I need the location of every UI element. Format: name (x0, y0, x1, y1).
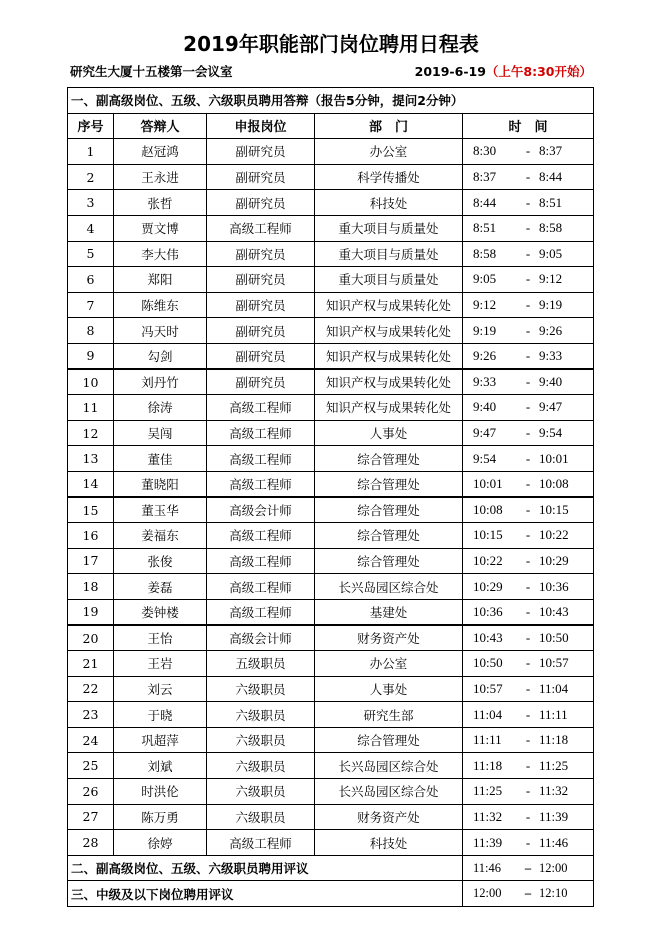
row-time (463, 830, 594, 856)
row-time (463, 369, 594, 395)
row-dept: 办公室 (315, 139, 463, 165)
table-row (68, 139, 594, 165)
row-time-dash: - (525, 552, 531, 568)
row-time-dash: - (525, 245, 531, 261)
row-name: 陈维东 (114, 292, 207, 318)
row-no: 2 (68, 164, 114, 190)
row-time-end: 11:11 (539, 706, 568, 722)
row-no: 20 (68, 625, 114, 651)
row-dept: 长兴岛园区综合处 (315, 779, 463, 805)
row-position: 副研究员 (207, 164, 315, 190)
row-dept: 长兴岛园区综合处 (315, 753, 463, 779)
row-time (463, 676, 594, 702)
row-time-dash: - (525, 399, 531, 415)
row-name: 贾文博 (114, 215, 207, 241)
row-name: 李大伟 (114, 241, 207, 267)
row-time-dash: - (525, 297, 531, 313)
table-row (68, 830, 594, 856)
row-time-start: 10:50 (473, 655, 503, 671)
row-time (463, 599, 594, 625)
row-time-start: 8:51 (473, 220, 497, 236)
row-time-end: 11:32 (539, 783, 569, 799)
row-time-dash: - (525, 578, 531, 594)
row-name: 张俊 (114, 548, 207, 574)
row-time-end: 11:25 (539, 757, 569, 773)
row-name: 董玉华 (114, 497, 207, 523)
row-time (463, 446, 594, 472)
row-time-dash: - (525, 220, 531, 236)
row-time (463, 420, 594, 446)
table-row (68, 420, 594, 446)
row-dept: 综合管理处 (315, 471, 463, 497)
row-dept: 研究生部 (315, 702, 463, 728)
table-row (68, 292, 594, 318)
row-position: 高级工程师 (207, 548, 315, 574)
schedule-table (67, 87, 594, 907)
row-time-start: 9:12 (473, 297, 497, 313)
row-position: 六级职员 (207, 727, 315, 753)
row-position: 副研究员 (207, 139, 315, 165)
row-time-start: 9:47 (473, 425, 497, 441)
row-time-end: 11:46 (539, 834, 569, 850)
row-time-dash: - (525, 808, 531, 824)
row-no: 16 (68, 523, 114, 549)
row-time-end: 9:40 (539, 374, 563, 390)
row-time-start: 10:57 (473, 680, 503, 696)
section-3-dash: – (524, 886, 532, 901)
row-time-end: 10:15 (539, 502, 569, 518)
row-no: 10 (68, 369, 114, 395)
row-time (463, 753, 594, 779)
page-title: 2019年职能部门岗位聘用日程表 (183, 32, 479, 56)
table-row (68, 779, 594, 805)
row-name: 刘丹竹 (114, 369, 207, 395)
row-dept: 办公室 (315, 651, 463, 677)
table-row (68, 343, 594, 369)
date-value: 2019-6-19 (414, 64, 486, 79)
row-dept: 科技处 (315, 830, 463, 856)
row-no: 27 (68, 804, 114, 830)
row-name: 刘云 (114, 676, 207, 702)
row-no: 19 (68, 599, 114, 625)
row-position: 六级职员 (207, 753, 315, 779)
row-time-dash: - (525, 271, 531, 287)
row-time-dash: - (525, 630, 531, 646)
row-time-dash: - (525, 450, 531, 466)
table-row (68, 164, 594, 190)
row-time-dash: - (525, 834, 531, 850)
row-time-end: 10:36 (539, 578, 569, 594)
row-time-end: 10:08 (539, 475, 569, 491)
table-row (68, 599, 594, 625)
table-row (68, 395, 594, 421)
row-time-start: 9:40 (473, 399, 497, 415)
row-no: 11 (68, 395, 114, 421)
row-name: 徐涛 (114, 395, 207, 421)
row-time (463, 702, 594, 728)
date-line (415, 62, 592, 82)
row-time (463, 395, 594, 421)
row-dept: 综合管理处 (315, 446, 463, 472)
row-time-end: 9:47 (539, 399, 563, 415)
table-row (68, 804, 594, 830)
row-dept: 长兴岛园区综合处 (315, 574, 463, 600)
row-time-start: 10:29 (473, 578, 503, 594)
row-time (463, 215, 594, 241)
row-time (463, 804, 594, 830)
row-no: 17 (68, 548, 114, 574)
row-time-dash: - (525, 475, 531, 491)
row-time-start: 10:43 (473, 630, 503, 646)
row-time-end: 10:43 (539, 603, 569, 619)
row-position: 高级工程师 (207, 574, 315, 600)
row-name: 王怡 (114, 625, 207, 651)
row-time (463, 318, 594, 344)
row-no: 24 (68, 727, 114, 753)
section-3-end: 12:10 (539, 886, 568, 901)
row-time-end: 10:57 (539, 655, 569, 671)
row-position: 高级工程师 (207, 446, 315, 472)
row-name: 姜福东 (114, 523, 207, 549)
row-name: 王岩 (114, 651, 207, 677)
row-dept: 重大项目与质量处 (315, 215, 463, 241)
row-time (463, 139, 594, 165)
row-time-dash: - (525, 347, 531, 363)
row-time-end: 9:33 (539, 347, 563, 363)
table-row (68, 497, 594, 523)
row-time (463, 343, 594, 369)
row-time-end: 10:29 (539, 552, 569, 568)
row-time (463, 779, 594, 805)
row-time-end: 10:50 (539, 630, 569, 646)
row-no: 18 (68, 574, 114, 600)
row-position: 五级职员 (207, 651, 315, 677)
row-time-dash: - (525, 732, 531, 748)
row-time-end: 9:54 (539, 425, 563, 441)
row-time (463, 548, 594, 574)
row-dept: 财务资产处 (315, 804, 463, 830)
section-2-label: 二、副高级岗位、五级、六级职员聘用评议 (68, 855, 463, 881)
row-position: 副研究员 (207, 267, 315, 293)
section-3-label: 三、中级及以下岗位聘用评议 (68, 881, 463, 907)
table-row (68, 651, 594, 677)
row-time-start: 10:01 (473, 475, 503, 491)
row-dept: 人事处 (315, 420, 463, 446)
row-time-start: 10:08 (473, 502, 503, 518)
row-no: 23 (68, 702, 114, 728)
row-time-start: 8:44 (473, 194, 497, 210)
row-no: 15 (68, 497, 114, 523)
row-dept: 科学传播处 (315, 164, 463, 190)
row-position: 副研究员 (207, 190, 315, 216)
row-time-start: 10:15 (473, 527, 503, 543)
row-position: 高级工程师 (207, 830, 315, 856)
row-time-start: 11:32 (473, 808, 503, 824)
table-row (68, 523, 594, 549)
row-no: 4 (68, 215, 114, 241)
row-time-end: 11:39 (539, 808, 569, 824)
row-position: 六级职员 (207, 779, 315, 805)
section-2-time (463, 855, 594, 881)
section-2-start: 11:46 (473, 860, 502, 875)
section-3-time (463, 881, 594, 907)
header-position: 申报岗位 (207, 113, 315, 139)
row-dept: 综合管理处 (315, 523, 463, 549)
row-position: 高级工程师 (207, 471, 315, 497)
table-row (68, 471, 594, 497)
section-3-row (68, 881, 594, 907)
row-name: 姜磊 (114, 574, 207, 600)
row-time-dash: - (525, 757, 531, 773)
table-row (68, 215, 594, 241)
row-time-end: 8:37 (539, 143, 563, 159)
row-time (463, 523, 594, 549)
row-position: 副研究员 (207, 343, 315, 369)
section-2-dash: – (524, 860, 532, 875)
row-time (463, 625, 594, 651)
header-time: 时 间 (463, 113, 594, 139)
section-1-label: 一、副高级岗位、五级、六级职员聘用答辩（报告5分钟，提问2分钟） (68, 88, 594, 114)
row-time-start: 9:26 (473, 347, 497, 363)
row-name: 陈万勇 (114, 804, 207, 830)
row-position: 副研究员 (207, 292, 315, 318)
row-position: 高级工程师 (207, 215, 315, 241)
row-time (463, 574, 594, 600)
row-dept: 知识产权与成果转化处 (315, 369, 463, 395)
row-time (463, 190, 594, 216)
row-time-start: 8:37 (473, 169, 497, 185)
row-name: 于晓 (114, 702, 207, 728)
row-dept: 综合管理处 (315, 548, 463, 574)
row-time-dash: - (525, 706, 531, 722)
row-time-dash: - (525, 425, 531, 441)
row-time-end: 9:19 (539, 297, 563, 313)
row-no: 5 (68, 241, 114, 267)
row-position: 六级职员 (207, 676, 315, 702)
row-dept: 财务资产处 (315, 625, 463, 651)
row-name: 徐婷 (114, 830, 207, 856)
table-row (68, 446, 594, 472)
row-time-dash: - (525, 322, 531, 338)
row-name: 吴闯 (114, 420, 207, 446)
row-time (463, 241, 594, 267)
row-time-end: 11:04 (539, 680, 569, 696)
row-position: 高级工程师 (207, 420, 315, 446)
row-time-start: 10:22 (473, 552, 503, 568)
row-time-dash: - (525, 603, 531, 619)
row-position: 高级工程师 (207, 523, 315, 549)
row-name: 巩超萍 (114, 727, 207, 753)
row-time-dash: - (525, 527, 531, 543)
row-dept: 知识产权与成果转化处 (315, 292, 463, 318)
row-position: 六级职员 (207, 702, 315, 728)
header-no: 序号 (68, 113, 114, 139)
row-time-start: 11:11 (473, 732, 502, 748)
row-dept: 重大项目与质量处 (315, 241, 463, 267)
row-no: 25 (68, 753, 114, 779)
row-no: 8 (68, 318, 114, 344)
row-time-dash: - (525, 374, 531, 390)
row-position: 副研究员 (207, 318, 315, 344)
table-row (68, 676, 594, 702)
row-no: 21 (68, 651, 114, 677)
section-2-row (68, 855, 594, 881)
row-time (463, 497, 594, 523)
table-row (68, 548, 594, 574)
table-row (68, 241, 594, 267)
row-no: 3 (68, 190, 114, 216)
table-row (68, 753, 594, 779)
row-dept: 基建处 (315, 599, 463, 625)
row-position: 副研究员 (207, 369, 315, 395)
row-name: 张哲 (114, 190, 207, 216)
row-time-end: 8:44 (539, 169, 563, 185)
row-time-end: 8:51 (539, 194, 563, 210)
row-name: 娄钟楼 (114, 599, 207, 625)
row-time-dash: - (525, 502, 531, 518)
row-no: 13 (68, 446, 114, 472)
table-row (68, 702, 594, 728)
section-2-end: 12:00 (539, 860, 568, 875)
row-time (463, 164, 594, 190)
row-name: 郑阳 (114, 267, 207, 293)
row-dept: 综合管理处 (315, 727, 463, 753)
row-dept: 重大项目与质量处 (315, 267, 463, 293)
row-no: 22 (68, 676, 114, 702)
row-position: 副研究员 (207, 241, 315, 267)
row-dept: 综合管理处 (315, 497, 463, 523)
table-row (68, 574, 594, 600)
row-name: 董晓阳 (114, 471, 207, 497)
row-no: 14 (68, 471, 114, 497)
row-name: 董佳 (114, 446, 207, 472)
table-row (68, 318, 594, 344)
row-time-start: 11:25 (473, 783, 503, 799)
row-no: 9 (68, 343, 114, 369)
header-name: 答辩人 (114, 113, 207, 139)
row-time-dash: - (525, 194, 531, 210)
start-note: （上午8:30开始） (485, 64, 592, 79)
row-time-start: 10:36 (473, 603, 503, 619)
row-name: 勾剑 (114, 343, 207, 369)
header-row (68, 113, 594, 139)
row-name: 时洪伦 (114, 779, 207, 805)
row-no: 1 (68, 139, 114, 165)
row-time-start: 9:33 (473, 374, 497, 390)
row-position: 高级工程师 (207, 599, 315, 625)
row-name: 刘斌 (114, 753, 207, 779)
row-time-start: 11:18 (473, 757, 503, 773)
row-time-start: 8:58 (473, 245, 497, 261)
row-time (463, 727, 594, 753)
row-time-end: 10:01 (539, 450, 569, 466)
row-position: 高级会计师 (207, 497, 315, 523)
row-time (463, 651, 594, 677)
row-time-dash: - (525, 169, 531, 185)
header-dept: 部 门 (315, 113, 463, 139)
row-time-start: 11:39 (473, 834, 503, 850)
row-time-dash: - (525, 680, 531, 696)
row-time-end: 9:26 (539, 322, 563, 338)
row-no: 28 (68, 830, 114, 856)
row-time-start: 11:04 (473, 706, 503, 722)
table-row (68, 190, 594, 216)
table-row (68, 267, 594, 293)
row-time-dash: - (525, 783, 531, 799)
row-dept: 人事处 (315, 676, 463, 702)
row-time-start: 9:05 (473, 271, 497, 287)
row-time-dash: - (525, 143, 531, 159)
row-time (463, 267, 594, 293)
section-3-start: 12:00 (473, 886, 502, 901)
row-time (463, 471, 594, 497)
table-row (68, 727, 594, 753)
row-no: 6 (68, 267, 114, 293)
row-time (463, 292, 594, 318)
row-dept: 知识产权与成果转化处 (315, 318, 463, 344)
row-time-start: 8:30 (473, 143, 497, 159)
table-row (68, 625, 594, 651)
venue-label: 研究生大厦十五楼第一会议室 (70, 64, 233, 79)
row-time-end: 8:58 (539, 220, 563, 236)
row-time-start: 9:54 (473, 450, 497, 466)
row-name: 冯天时 (114, 318, 207, 344)
table-row (68, 369, 594, 395)
row-name: 赵冠鸿 (114, 139, 207, 165)
row-time-end: 9:12 (539, 271, 563, 287)
row-position: 高级工程师 (207, 395, 315, 421)
row-no: 26 (68, 779, 114, 805)
row-no: 7 (68, 292, 114, 318)
row-no: 12 (68, 420, 114, 446)
row-dept: 知识产权与成果转化处 (315, 395, 463, 421)
row-time-dash: - (525, 655, 531, 671)
row-time-end: 11:18 (539, 732, 569, 748)
row-time-end: 10:22 (539, 527, 569, 543)
row-dept: 科技处 (315, 190, 463, 216)
section-1-row (68, 88, 594, 114)
row-position: 高级会计师 (207, 625, 315, 651)
row-dept: 知识产权与成果转化处 (315, 343, 463, 369)
row-name: 王永进 (114, 164, 207, 190)
row-time-end: 9:05 (539, 245, 563, 261)
row-position: 六级职员 (207, 804, 315, 830)
row-time-start: 9:19 (473, 322, 497, 338)
